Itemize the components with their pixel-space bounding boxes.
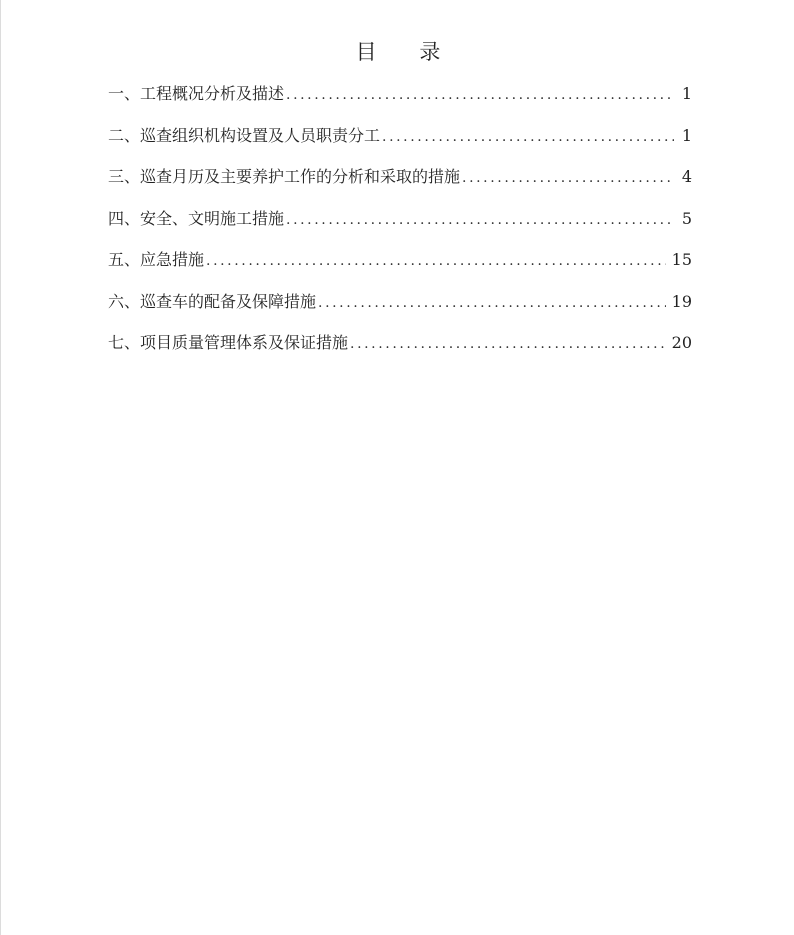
toc-entry-title: 七、项目质量管理体系及保证措施 — [108, 333, 349, 352]
dot-leader — [286, 206, 674, 234]
dot-leader — [382, 123, 674, 151]
dot-leader — [350, 330, 666, 358]
toc-entry-page-number: 4 — [681, 167, 692, 186]
dot-leader — [462, 164, 674, 192]
toc-entry[interactable] — [108, 205, 692, 247]
dot-leader — [318, 289, 666, 317]
toc-entry-page-number: 19 — [671, 291, 692, 311]
page-title: 目 录 — [355, 40, 459, 64]
toc-entry[interactable] — [108, 329, 692, 371]
toc-entry-title: 二、巡查组织机构设置及人员职责分工 — [108, 125, 381, 145]
toc-entry-title: 三、巡查月历及主要养护工作的分析和采取的措施 — [108, 167, 461, 186]
dot-leader — [286, 81, 674, 109]
table-of-contents — [108, 80, 692, 371]
toc-entry-title: 四、安全、文明施工措施 — [108, 208, 285, 228]
toc-entry[interactable] — [108, 122, 692, 164]
toc-entry-title: 一、工程概况分析及描述 — [108, 84, 285, 103]
toc-entry-page-number: 15 — [671, 250, 692, 269]
toc-entry-page-number: 1 — [681, 125, 692, 145]
toc-entry[interactable] — [108, 80, 692, 122]
toc-entry[interactable] — [108, 288, 692, 330]
toc-entry[interactable] — [108, 246, 692, 288]
toc-entry[interactable] — [108, 163, 692, 205]
toc-entry-title: 六、巡查车的配备及保障措施 — [108, 291, 317, 311]
toc-entry-title: 五、应急措施 — [108, 250, 205, 269]
dot-leader — [206, 247, 666, 275]
toc-entry-page-number: 5 — [681, 208, 692, 228]
toc-entry-page-number: 20 — [671, 333, 692, 352]
toc-entry-page-number: 1 — [681, 84, 692, 103]
